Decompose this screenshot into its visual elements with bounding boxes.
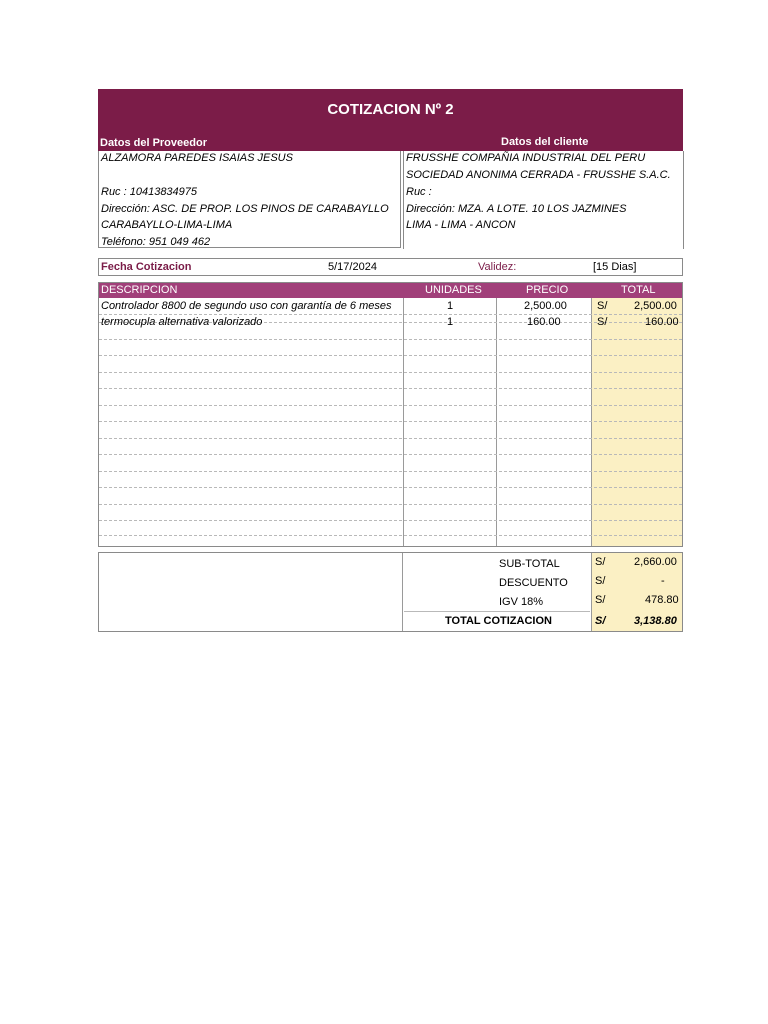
item-price: 160.00 <box>527 316 561 328</box>
grand-total-currency: S/ <box>595 615 606 627</box>
provider-phone: Teléfono: 951 049 462 <box>101 236 211 248</box>
column-divider <box>496 298 497 546</box>
validity-label: Validez: <box>478 261 517 273</box>
quote-title: COTIZACION Nº 2 <box>327 101 454 118</box>
row-divider <box>99 520 682 521</box>
total-column-shading <box>591 298 682 546</box>
validity-value: [15 Dias] <box>593 261 637 273</box>
client-box <box>403 151 684 249</box>
client-ruc: Ruc : <box>406 186 432 198</box>
totals-section <box>98 552 683 632</box>
item-currency: S/ <box>597 300 608 312</box>
client-heading: Datos del cliente <box>501 136 589 148</box>
parties-section <box>98 151 683 249</box>
item-description: Controlador 8800 de segundo uso con garantía de 6 meses <box>101 300 392 312</box>
header-total: TOTAL <box>621 284 656 296</box>
column-divider <box>403 298 404 546</box>
row-divider <box>99 454 682 455</box>
provider-address-line-2: CARABAYLLO-LIMA-LIMA <box>101 219 233 231</box>
quote-date: 5/17/2024 <box>328 261 377 273</box>
date-validity-row <box>98 258 683 276</box>
igv-currency: S/ <box>595 594 606 606</box>
item-total: 160.00 <box>645 316 679 328</box>
row-divider <box>99 535 682 536</box>
grand-total-label: TOTAL COTIZACION <box>445 615 552 627</box>
title-bar <box>98 89 683 151</box>
client-address-line-2: LIMA - LIMA - ANCON <box>406 219 516 231</box>
row-divider <box>99 339 682 340</box>
provider-address-line-1: Dirección: ASC. DE PROP. LOS PINOS DE CARABAYLLO <box>101 203 389 215</box>
item-description: termocupla alternativa valorizado <box>101 316 263 328</box>
provider-box <box>98 151 401 248</box>
client-name-line-2: SOCIEDAD ANONIMA CERRADA - FRUSSHE S.A.C. <box>406 169 671 181</box>
row-divider <box>99 438 682 439</box>
row-divider <box>99 372 682 373</box>
subtotal-currency: S/ <box>595 556 606 568</box>
igv-label: IGV 18% <box>499 596 544 608</box>
header-units: UNIDADES <box>425 284 482 296</box>
discount-value: - <box>661 575 665 587</box>
column-divider <box>591 553 592 631</box>
subtotal-label: SUB-TOTAL <box>499 558 560 570</box>
row-divider <box>99 388 682 389</box>
row-divider <box>99 471 682 472</box>
row-divider <box>99 355 682 356</box>
header-description: DESCRIPCION <box>101 284 178 296</box>
row-divider <box>99 405 682 406</box>
row-divider <box>99 504 682 505</box>
row-divider <box>99 421 682 422</box>
row-divider <box>99 487 682 488</box>
client-name-line-1: FRUSSHE COMPAÑIA INDUSTRIAL DEL PERU <box>406 152 646 164</box>
item-price: 2,500.00 <box>524 300 567 312</box>
item-units: 1 <box>447 300 454 312</box>
discount-currency: S/ <box>595 575 606 587</box>
items-table <box>98 282 683 547</box>
date-label: Fecha Cotizacion <box>101 261 192 273</box>
provider-name: ALZAMORA PAREDES ISAIAS JESUS <box>101 152 293 164</box>
item-units: 1 <box>447 316 454 328</box>
quotation-sheet <box>98 89 683 627</box>
discount-label: DESCUENTO <box>499 577 568 589</box>
column-divider <box>591 298 592 546</box>
row-divider <box>404 611 590 612</box>
header-price: PRECIO <box>526 284 569 296</box>
item-total: 2,500.00 <box>634 300 677 312</box>
grand-total-value: 3,138.80 <box>634 615 677 627</box>
column-divider <box>402 553 403 631</box>
row-divider <box>99 314 682 315</box>
item-currency: S/ <box>597 316 608 328</box>
client-address-line-1: Dirección: MZA. A LOTE. 10 LOS JAZMINES <box>406 203 627 215</box>
items-table-header <box>99 283 682 298</box>
provider-heading: Datos del Proveedor <box>100 137 207 149</box>
subtotal-value: 2,660.00 <box>634 556 677 568</box>
provider-ruc: Ruc : 10413834975 <box>101 186 198 198</box>
igv-value: 478.80 <box>645 594 679 606</box>
